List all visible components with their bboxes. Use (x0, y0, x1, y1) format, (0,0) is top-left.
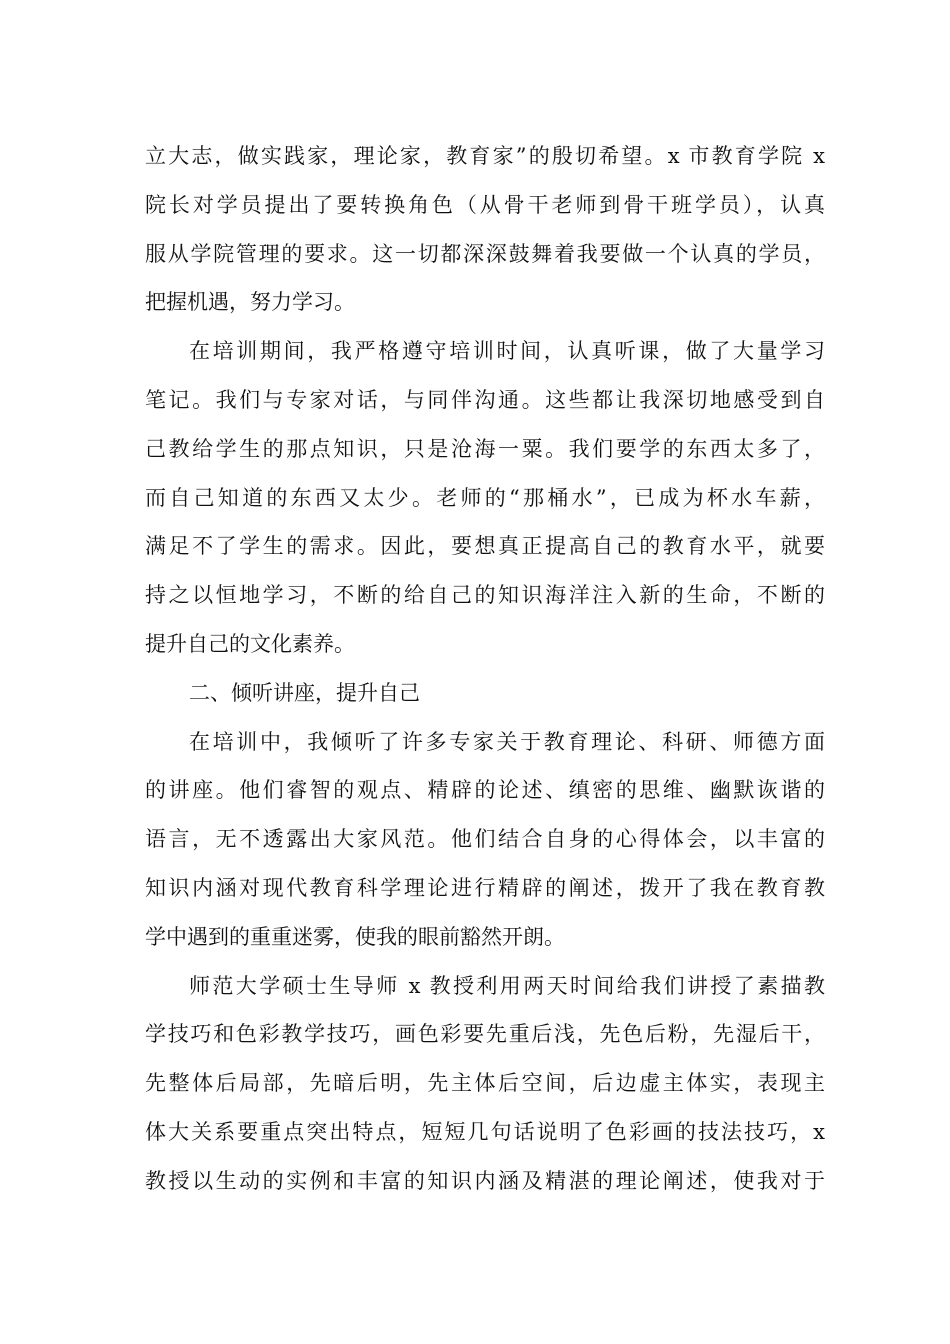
document-body (145, 132, 825, 1206)
text-line: 的讲座。他们睿智的观点、精辟的论述、缜密的思维、幽默诙谐的 (145, 778, 825, 803)
text-line: 在培训期间，我严格遵守培训时间，认真听课，做了大量学习 (189, 339, 825, 364)
text-line: 学中遇到的重重迷雾，使我的眼前豁然开朗。 (145, 924, 565, 949)
text-line: 体大关系要重点突出特点，短短几句话说明了色彩画的技法技巧，x (145, 1119, 825, 1144)
text-line: 师范大学硕士生导师 x 教授利用两天时间给我们讲授了素描教 (189, 973, 825, 998)
text-line: 学技巧和色彩教学技巧，画色彩要先重后浅，先色后粉，先湿后干， (145, 1022, 825, 1047)
text-line: 院长对学员提出了要转换角色（从骨干老师到骨干班学员），认真 (145, 192, 825, 217)
text-line: 笔记。我们与专家对话，与同伴沟通。这些都让我深切地感受到自 (145, 387, 825, 412)
text-line: 知识内涵对现代教育科学理论进行精辟的阐述，拨开了我在教育教 (145, 875, 825, 900)
text-line: 教授以生动的实例和丰富的知识内涵及精湛的理论阐述，使我对于 (145, 1168, 825, 1193)
text-line: 语言，无不透露出大家风范。他们结合自身的心得体会，以丰富的 (145, 827, 825, 852)
text-line: 提升自己的文化素养。 (145, 631, 355, 656)
text-line: 满足不了学生的需求。因此，要想真正提高自己的教育水平，就要 (145, 534, 825, 559)
text-line: 二、倾听讲座，提升自己 (189, 680, 420, 705)
text-line: 立大志，做实践家，理论家，教育家”的殷切希望。x 市教育学院 x (145, 144, 825, 168)
text-line: 持之以恒地学习，不断的给自己的知识海洋注入新的生命，不断的 (145, 583, 825, 608)
text-line: 己教给学生的那点知识，只是沧海一粟。我们要学的东西太多了， (145, 436, 825, 461)
text-line: 把握机遇，努力学习。 (145, 290, 355, 315)
text-line: 在培训中，我倾听了许多专家关于教育理论、科研、师德方面 (189, 729, 825, 754)
text-line: 服从学院管理的要求。这一切都深深鼓舞着我要做一个认真的学员， (145, 241, 825, 266)
text-line: 先整体后局部，先暗后明，先主体后空间，后边虚主体实，表现主 (145, 1071, 825, 1096)
text-line: 而自己知道的东西又太少。老师的“那桶水”，已成为杯水车薪， (145, 485, 825, 510)
